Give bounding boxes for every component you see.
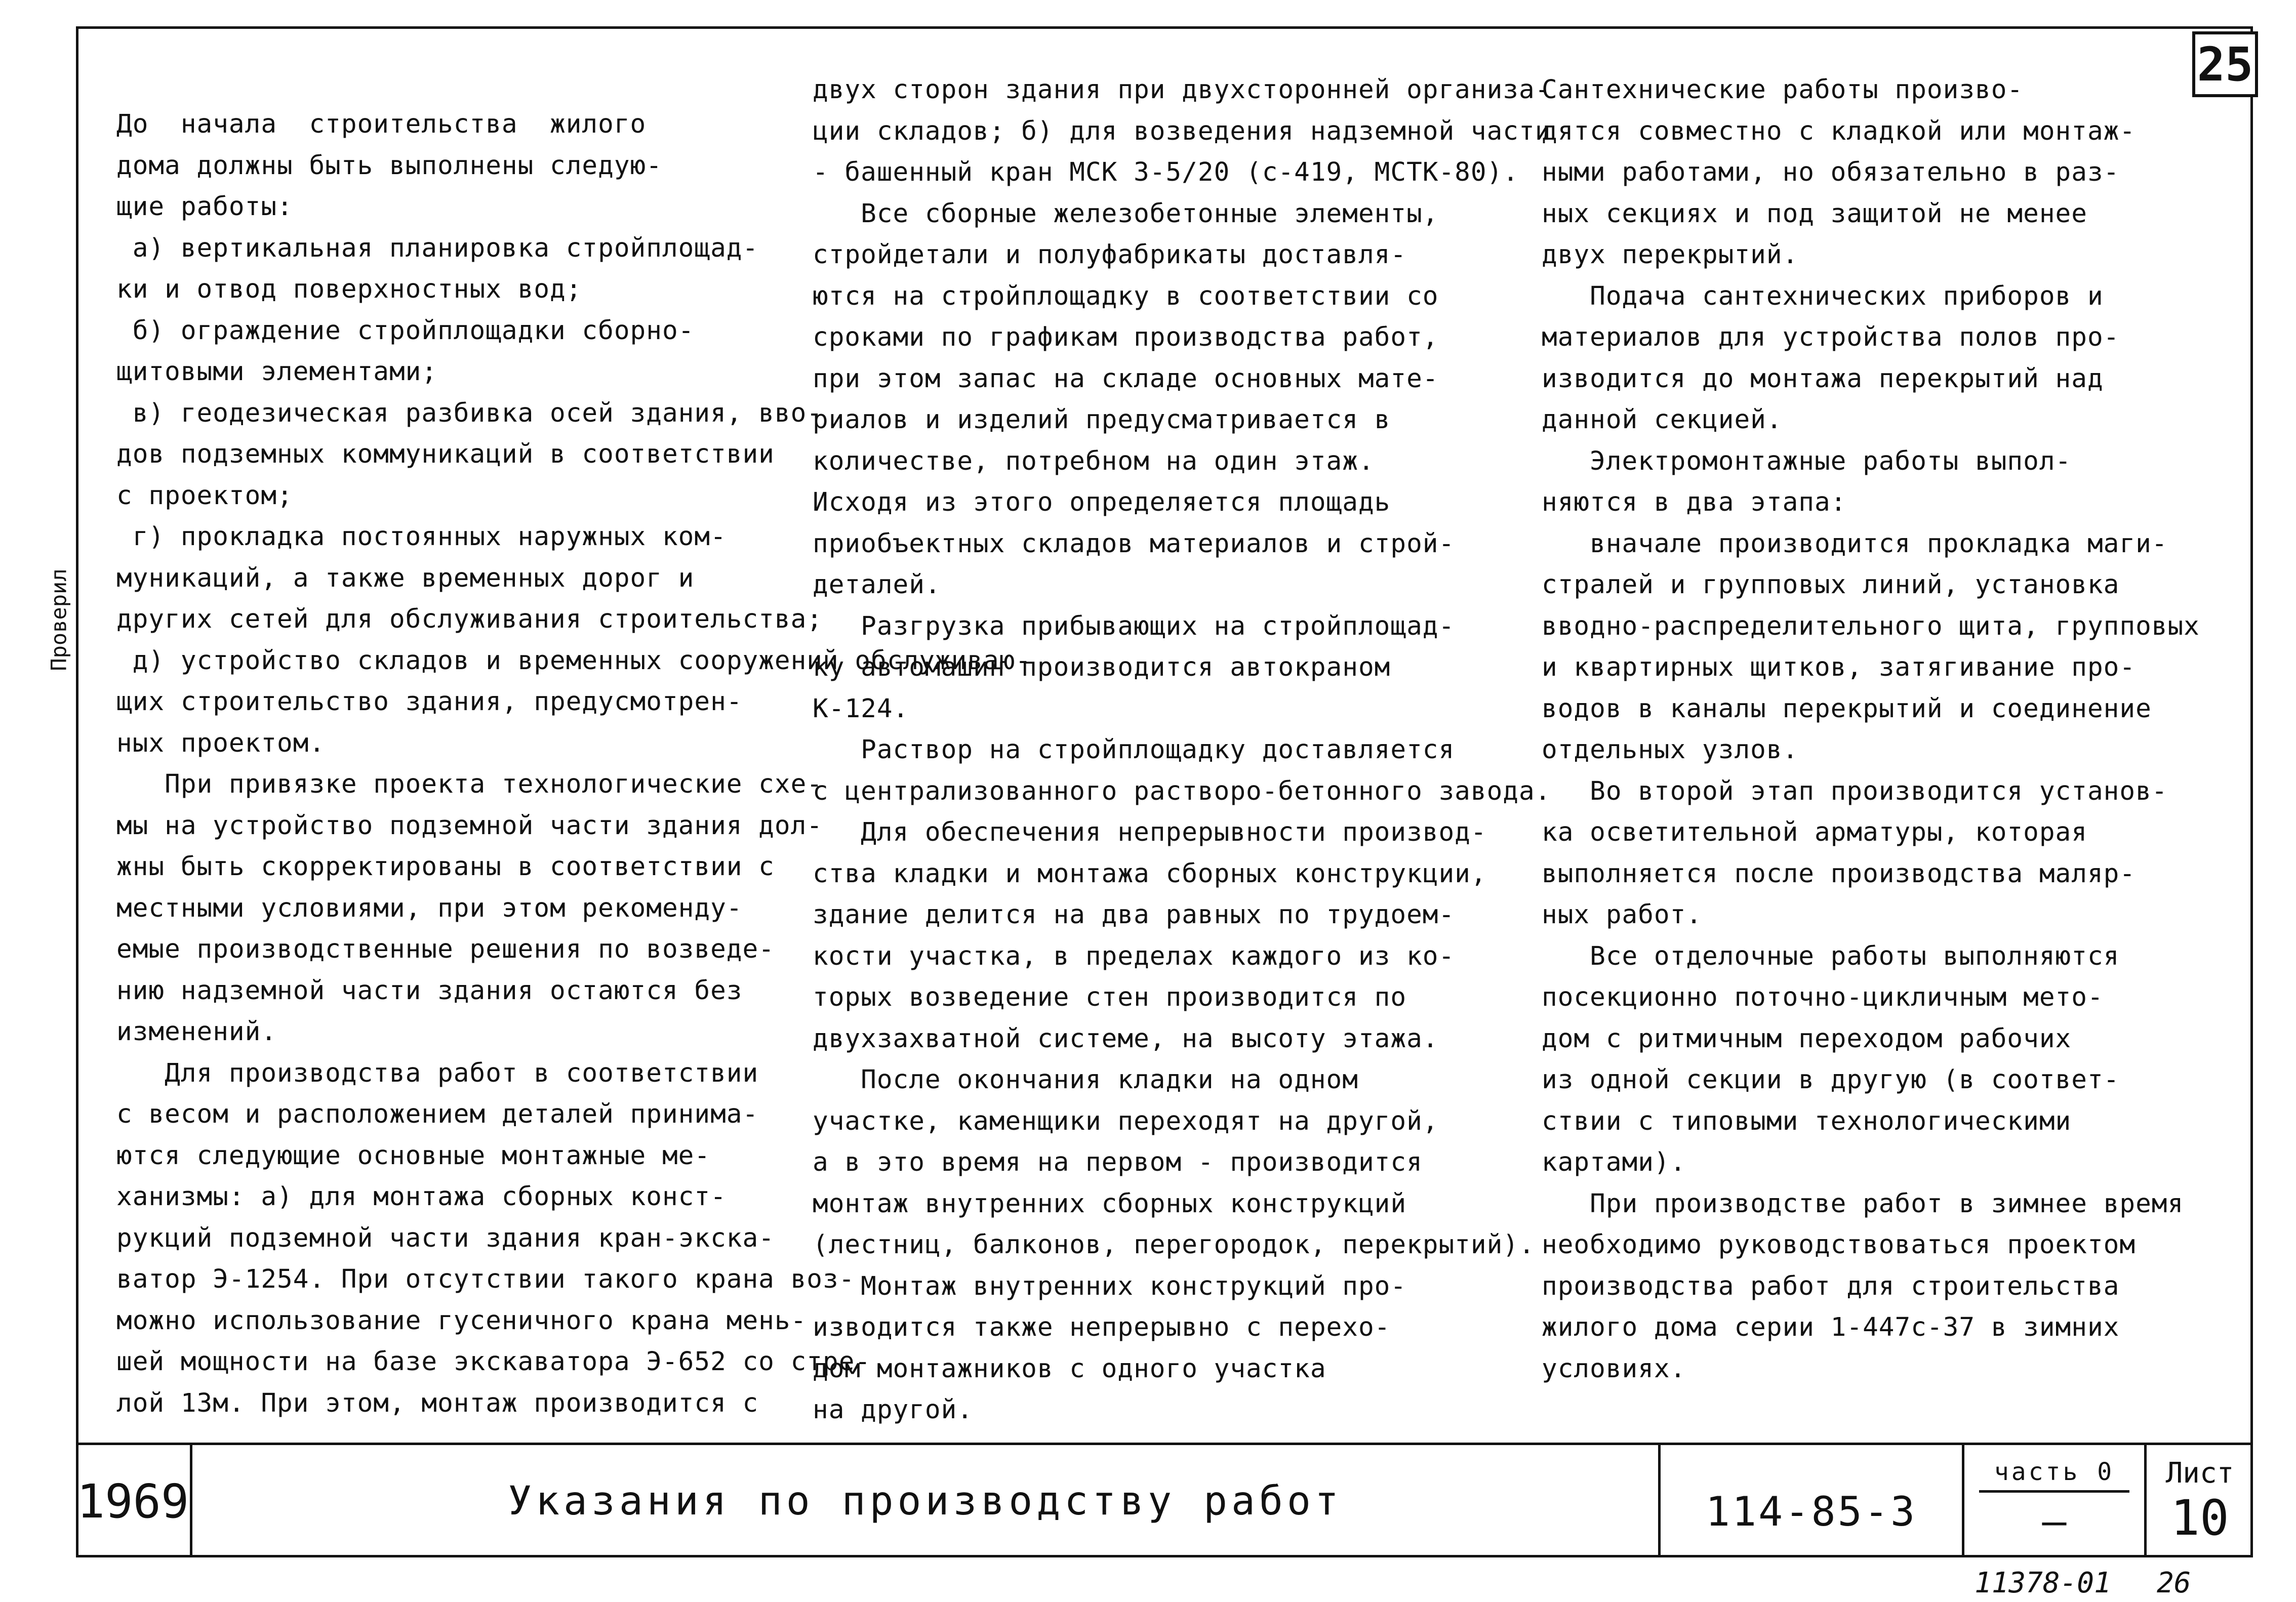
stamp-title: Указания по производству работ <box>192 1445 1661 1557</box>
text-line: при этом запас на складе основных мате- <box>813 363 1439 394</box>
text-line: необходимо руководствоваться проектом <box>1542 1230 2136 1260</box>
text-line: Раствор на стройплощадку доставляется <box>813 735 1455 765</box>
text-line: ных секциях и под защитой не менее <box>1542 198 2087 229</box>
text-line: условиях. <box>1542 1353 1686 1384</box>
text-line: посекционно поточно-цикличным мето- <box>1542 982 2104 1012</box>
text-line: дятся совместно с кладкой или монтаж- <box>1542 116 2136 146</box>
text-line: нию надземной части здания остаются без <box>116 975 743 1006</box>
text-line: ных проектом. <box>116 728 326 758</box>
text-line: дома должны быть выполнены следую- <box>116 150 662 181</box>
text-line: ются следующие основные монтажные ме- <box>116 1140 711 1171</box>
marginal-note <box>33 456 74 810</box>
text-line: ку автомашин производится автокраном <box>813 652 1391 682</box>
text-line: няются в два этапа: <box>1542 487 1847 517</box>
text-line: К-124. <box>813 693 909 724</box>
text-line: торых возведение стен производится по <box>813 982 1407 1012</box>
text-line: До начала строительства жилого <box>116 109 647 139</box>
text-line: с централизованного растворо-бетонного завода. <box>813 776 1551 806</box>
text-line: риалов и изделий предусматривается в <box>813 405 1391 435</box>
text-column-2 <box>813 69 1551 1431</box>
page-number: 26 <box>2157 1567 2191 1599</box>
text-line: местными условиями, при этом рекоменду- <box>116 893 743 923</box>
text-line: При производстве работ в зимнее время <box>1542 1188 2184 1219</box>
text-line: количестве, потребном на один этаж. <box>813 446 1375 476</box>
text-line: ватор Э-1254. При отсутствии такого крана воз- <box>116 1264 855 1294</box>
stamp-doc-number: 114-85-3 <box>1661 1445 1964 1557</box>
text-line: отдельных узлов. <box>1542 735 1799 765</box>
text-line: изводится до монтажа перекрытий над <box>1542 363 2104 394</box>
text-line: вначале производится прокладка маги- <box>1542 528 2168 559</box>
text-line: а в это время на первом - производится <box>813 1147 1423 1177</box>
text-line: производства работ для строительства <box>1542 1271 2120 1301</box>
stamp-year: 1969 <box>76 1445 192 1557</box>
text-line: мы на устройство подземной части здания дол- <box>116 810 823 841</box>
text-line: Для обеспечения непрерывности производ- <box>813 817 1487 847</box>
archive-code: 11378-01 <box>1975 1567 2111 1599</box>
text-line: и квартирных щитков, затягивание про- <box>1542 652 2136 682</box>
text-line: Разгрузка прибывающих на стройплощад- <box>813 611 1455 641</box>
title-block <box>76 1443 2253 1557</box>
text-line: из одной секции в другую (в соответ- <box>1542 1065 2120 1095</box>
text-line: изводится также непрерывно с перехо- <box>813 1312 1391 1342</box>
text-line: кости участка, в пределах каждого из ко- <box>813 941 1455 971</box>
text-line: ка осветительной арматуры, которая <box>1542 817 2087 847</box>
text-line: лой 13м. При этом, монтаж производится с <box>116 1388 759 1418</box>
text-line: стройдетали и полуфабрикаты доставля- <box>813 240 1407 270</box>
text-line: дов подземных коммуникаций в соответствии <box>116 439 775 469</box>
text-line: Все отделочные работы выполняются <box>1542 941 2120 971</box>
text-line: данной секцией. <box>1542 405 1783 435</box>
text-line: других сетей для обслуживания строительства; <box>116 604 823 634</box>
stamp-sheet-label: Лист <box>2165 1456 2234 1490</box>
text-line: ханизмы: а) для монтажа сборных конст- <box>116 1182 727 1212</box>
text-line: Во второй этап производится установ- <box>1542 776 2168 806</box>
text-line: здание делится на два равных по трудоем- <box>813 900 1455 930</box>
text-line: а) вертикальная планировка стройплощад- <box>116 233 759 263</box>
text-line: После окончания кладки на одном <box>813 1065 1358 1095</box>
stamp-part <box>1964 1445 2147 1557</box>
text-line: щих строительство здания, предусмотрен- <box>116 687 743 717</box>
text-line: изменений. <box>116 1017 277 1047</box>
text-line: (лестниц, балконов, перегородок, перекрытий). <box>813 1230 1535 1260</box>
text-line: ных работ. <box>1542 900 1703 930</box>
text-line: щие работы: <box>116 192 293 222</box>
sheet-number-top: 25 <box>2192 31 2258 97</box>
text-line: ства кладки и монтажа сборных конструкции, <box>813 858 1487 889</box>
text-line: щитовыми элементами; <box>116 357 438 387</box>
stamp-part-label: часть 0 <box>1979 1458 2129 1493</box>
text-line: ции складов; б) для возведения надземной части <box>813 116 1551 146</box>
text-line: рукций подземной части здания кран-экска- <box>116 1223 775 1253</box>
text-line: Для производства работ в соответствии <box>116 1058 759 1088</box>
text-line: можно использование гусеничного крана мень- <box>116 1305 807 1336</box>
text-line: с проектом; <box>116 480 293 511</box>
text-line: дом монтажников с одного участка <box>813 1353 1326 1384</box>
text-line: двух сторон здания при двухсторонней организа- <box>813 75 1551 105</box>
text-line: Исходя из этого определяется площадь <box>813 487 1391 517</box>
text-line: емые производственные решения по возведе- <box>116 934 775 964</box>
text-line: д) устройство складов и временных сооружений обслуживаю- <box>116 645 1032 676</box>
text-line: выполняется после производства маляр- <box>1542 858 2136 889</box>
text-line: - башенный кран МСК 3-5/20 (с-419, МСТК-80). <box>813 157 1519 187</box>
text-line: ются на стройплощадку в соответствии со <box>813 281 1439 311</box>
stamp-part-value: — <box>2042 1498 2067 1545</box>
text-line: с весом и расположением деталей принима- <box>116 1099 759 1129</box>
text-line: монтаж внутренних сборных конструкций <box>813 1188 1407 1219</box>
text-line: Подача сантехнических приборов и <box>1542 281 2104 311</box>
text-line: муникаций, а также временных дорог и <box>116 563 695 593</box>
text-line: б) ограждение стройплощадки сборно- <box>116 315 695 346</box>
text-line: на другой. <box>813 1395 974 1425</box>
marginal-note-text: Проверил <box>46 568 71 671</box>
text-line: участке, каменщики переходят на другой, <box>813 1106 1439 1136</box>
text-line: ки и отвод поверхностных вод; <box>116 274 582 304</box>
text-line: двух перекрытий. <box>1542 240 1799 270</box>
text-line: шей мощности на базе экскаватора Э-652 со стре- <box>116 1347 871 1377</box>
text-line: Сантехнические работы произво- <box>1542 75 2024 105</box>
text-line: картами). <box>1542 1147 1686 1177</box>
text-line: вводно-распределительного щита, групповых <box>1542 611 2200 641</box>
text-line: материалов для устройства полов про- <box>1542 322 2120 352</box>
text-column-3 <box>1542 69 2210 1389</box>
text-line: жны быть скорректированы в соответствии с <box>116 852 775 882</box>
text-line: г) прокладка постоянных наружных ком- <box>116 522 727 552</box>
stamp-sheet-value: 10 <box>2170 1489 2229 1546</box>
text-line: приобъектных складов материалов и строй- <box>813 528 1455 559</box>
text-line: При привязке проекта технологические схе- <box>116 769 823 799</box>
text-line: жилого дома серии 1-447с-37 в зимних <box>1542 1312 2120 1342</box>
text-line: ствии с типовыми технологическими <box>1542 1106 2072 1136</box>
text-line: дом с ритмичным переходом рабочих <box>1542 1023 2072 1054</box>
text-line: Монтаж внутренних конструкций про- <box>813 1271 1407 1301</box>
stamp-sheet <box>2147 1445 2253 1557</box>
text-line: сроками по графикам производства работ, <box>813 322 1439 352</box>
text-line: водов в каналы перекрытий и соединение <box>1542 693 2152 724</box>
text-line: деталей. <box>813 570 941 600</box>
text-line: двухзахватной системе, на высоту этажа. <box>813 1023 1439 1054</box>
text-line: в) геодезическая разбивка осей здания, вво- <box>116 398 823 428</box>
text-line: Электромонтажные работы выпол- <box>1542 446 2072 476</box>
text-line: Все сборные железобетонные элементы, <box>813 198 1439 229</box>
text-line: стралей и групповых линий, установка <box>1542 570 2120 600</box>
text-line: ными работами, но обязательно в раз- <box>1542 157 2120 187</box>
